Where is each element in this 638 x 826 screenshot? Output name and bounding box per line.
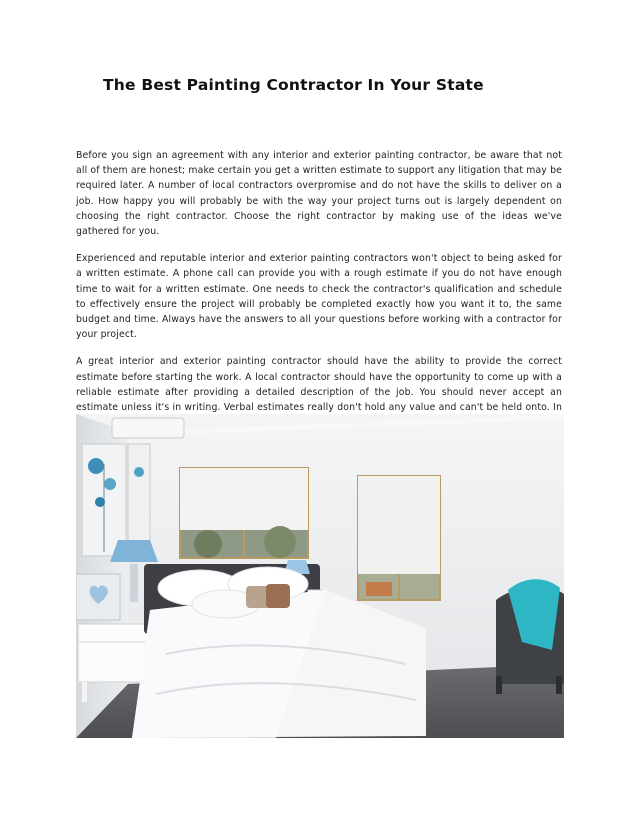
nightstand-left <box>78 624 150 682</box>
bedside-lamp-left <box>110 540 158 562</box>
roller-blind-right <box>358 476 440 574</box>
paragraph-2: Experienced and reputable interior and exterior painting contractors won't object to being asked for a written estimate. A phone call can provide you with a rough estimate if you do not have enough time to wait for a written estimate. One needs to check the contractor's qualification and schedule to effectively ensure the project will probably be completed exactly how you want it to, the same budget and time. Always have the answers to all your questions before working with a contractor for your project. <box>76 253 562 341</box>
air-conditioner <box>112 418 184 438</box>
roller-blind-left <box>180 468 308 530</box>
bedroom-photo <box>76 414 564 738</box>
cushion-brown <box>266 584 290 608</box>
wall-art-flower <box>88 458 104 474</box>
document-title: The Best Painting Contractor In Your State <box>103 76 484 94</box>
bedroom-photo-illustration <box>76 414 564 738</box>
document-body <box>76 148 562 458</box>
paragraph-3: A great interior and exterior painting contractor should have the ability to provide the correct estimate before starting the work. A local contractor should have the opportunity to come up with a reliable estimate after providing a detailed description of the job. You should never accept an estimate unless it's in writing. Verbal estimates really don't hold any value and can't be held onto. In <box>76 356 562 414</box>
paragraph-1: Before you sign an agreement with any interior and exterior painting contractor, be aware that not all of them are honest; make certain you get a written estimate to support any litigation that may be required later. A number of local contractors overpromise and do not have the skills to deliver on a job. How happy you will probably be with the way your project turns out is largely dependent on choosing the right contractor. Choose the right contractor by making use of the ideas we've gathered for you. <box>76 150 562 238</box>
